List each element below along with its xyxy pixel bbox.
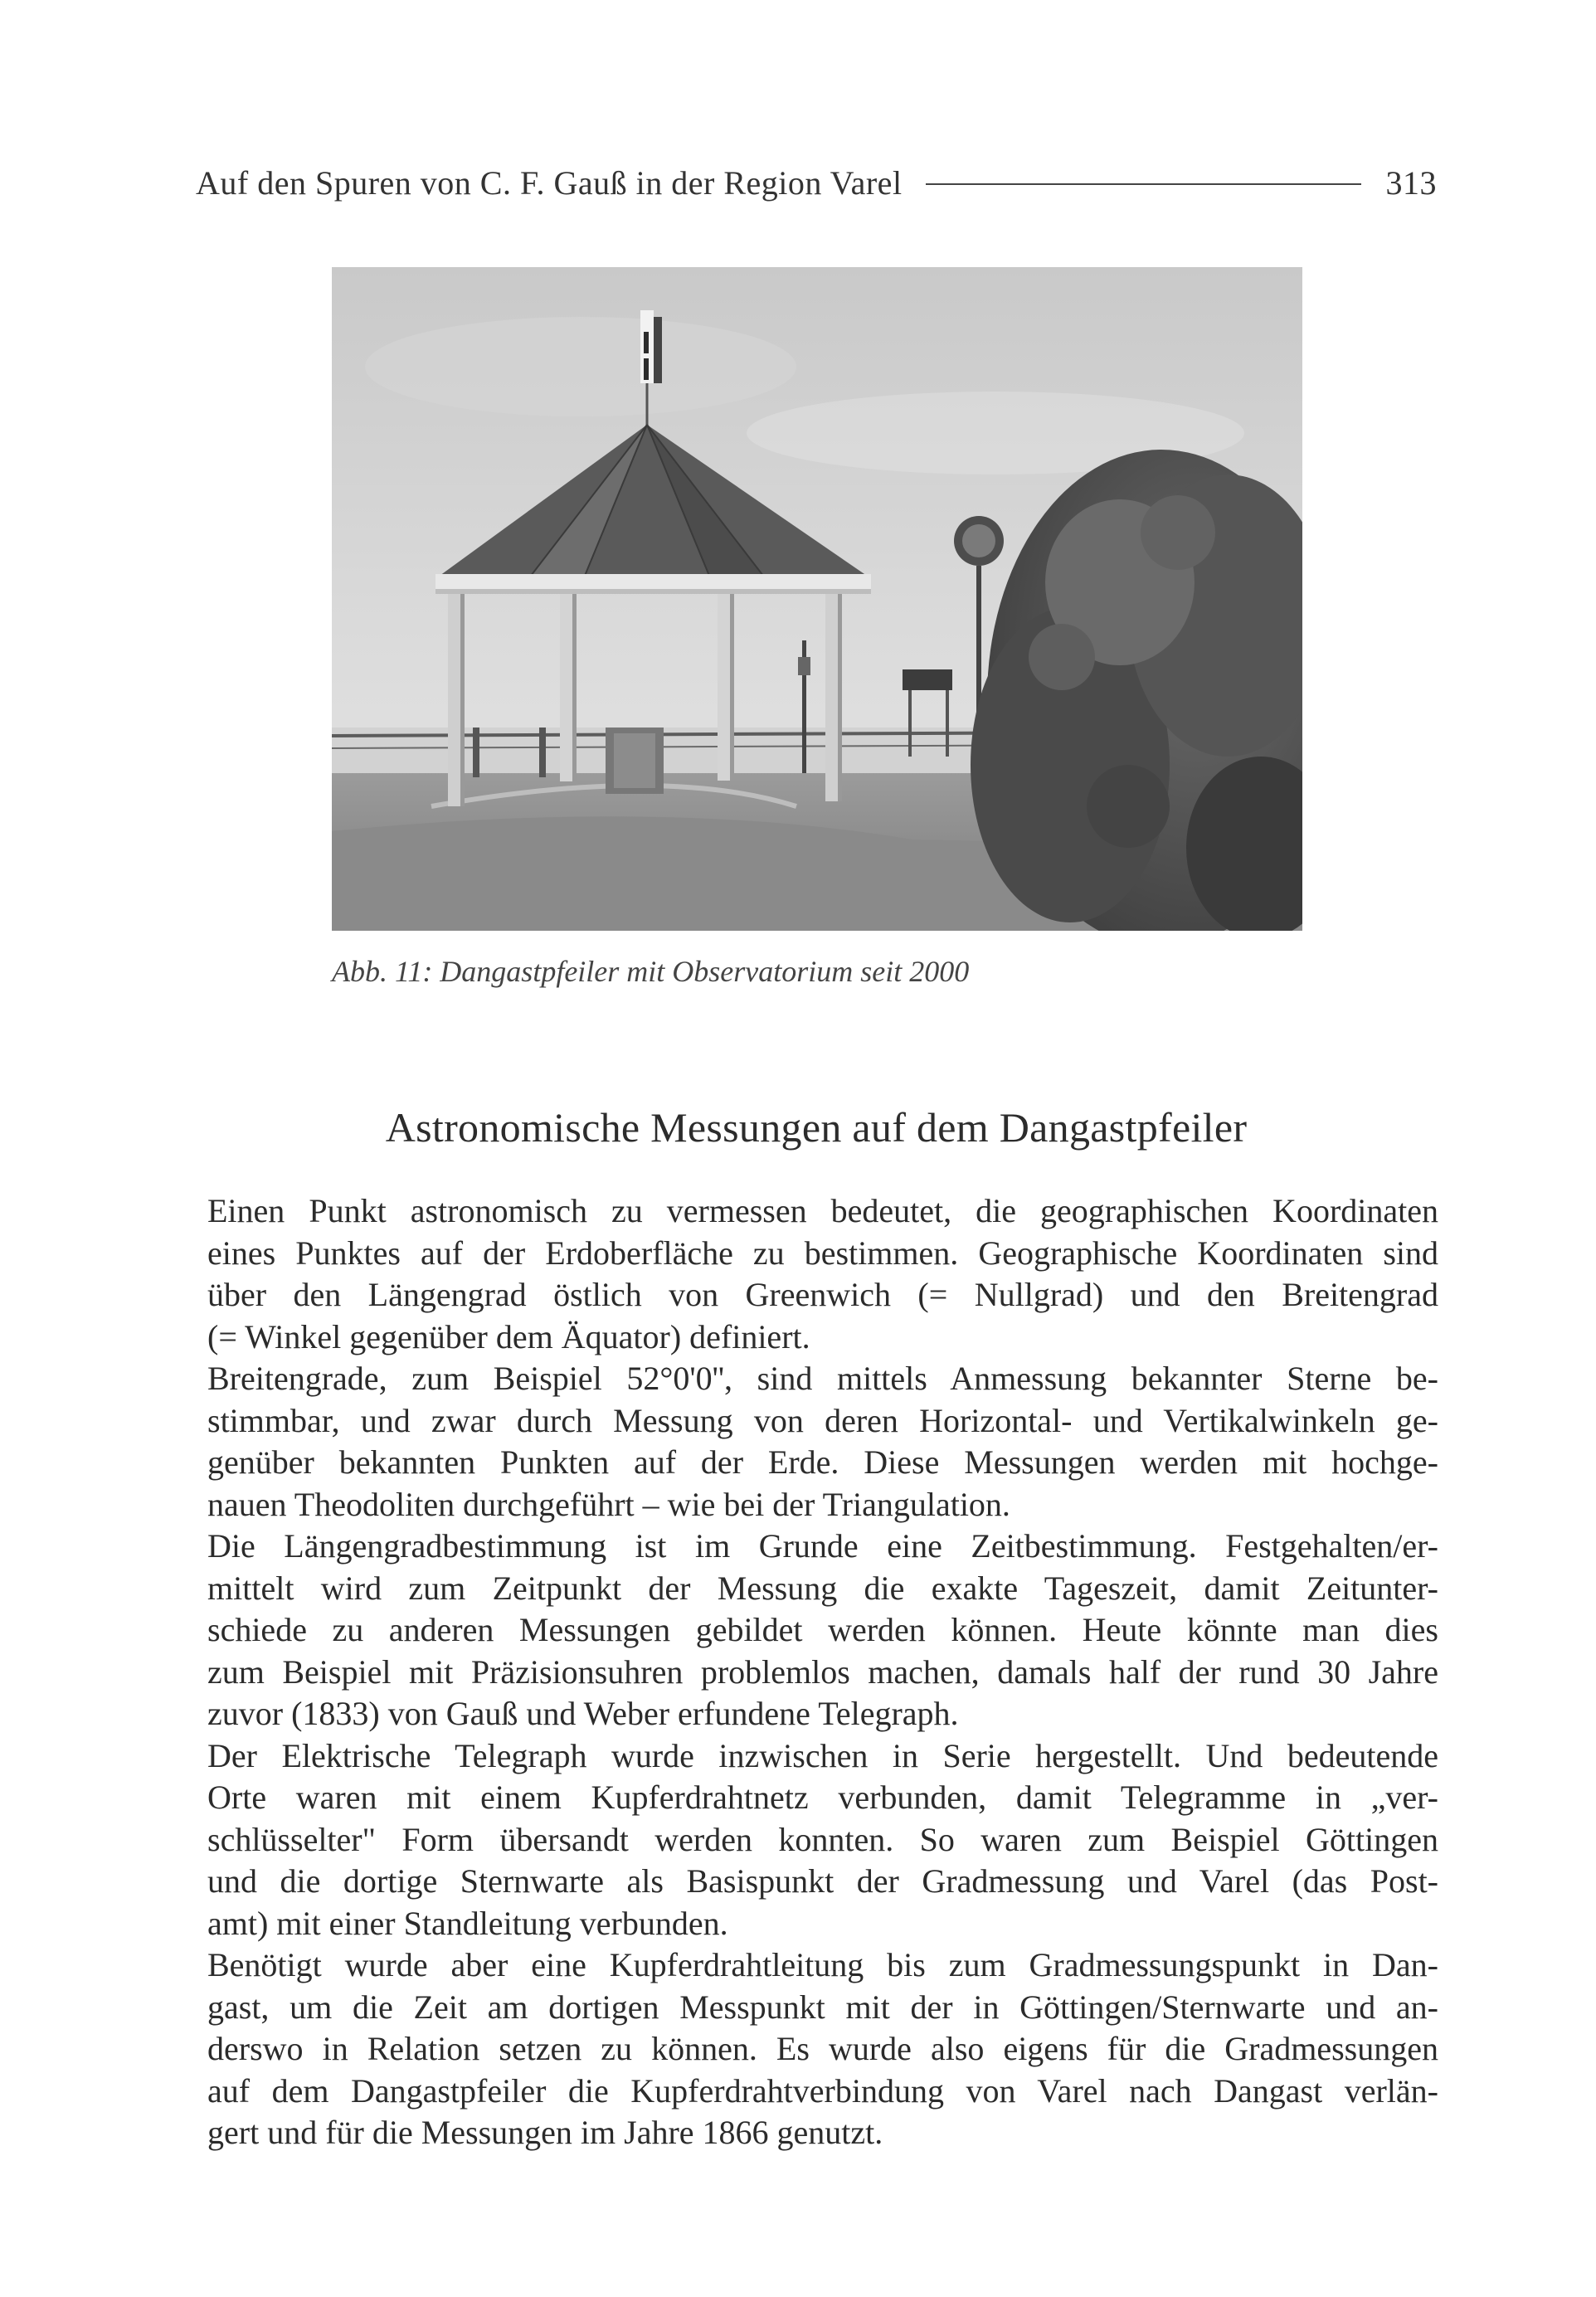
- paragraph: [207, 1526, 1438, 1735]
- text-line: eines Punktes auf der Erdoberfläche zu bestimmen. Geographische Koordinaten sind: [207, 1234, 1438, 1272]
- text-line: Benötigt wurde aber eine Kupferdrahtleitung bis zum Gradmessungspunkt in Dan-: [207, 1946, 1438, 1983]
- header-rule: [926, 183, 1361, 185]
- text-line: mittelt wird zum Zeitpunkt der Messung die exakte Tageszeit, damit Zeitunter-: [207, 1569, 1438, 1607]
- text-line: derswo in Relation setzen zu können. Es wurde also eigens für die Gradmessungen: [207, 2030, 1438, 2067]
- paragraph: [207, 1944, 1438, 2154]
- paragraph: [207, 1358, 1438, 1526]
- body-text: [207, 1190, 1438, 2154]
- paragraph: [207, 1735, 1438, 1945]
- section-heading: Astronomische Messungen auf dem Dangastpfeiler: [385, 1104, 1248, 1151]
- text-line: stimmbar, und zwar durch Messung von deren Horizontal- und Vertikalwinkeln ge-: [207, 1401, 1438, 1439]
- running-title: Auf den Spuren von C. F. Gauß in der Region Varel: [196, 163, 903, 202]
- text-line: über den Längengrad östlich von Greenwich (= Nullgrad) und den Breitengrad: [207, 1276, 1438, 1313]
- text-line: schiede zu anderen Messungen gebildet werden können. Heute könnte man dies: [207, 1611, 1438, 1648]
- observatory-photo: [332, 267, 1302, 931]
- text-line: Orte waren mit einem Kupferdrahtnetz verbunden, damit Telegramme in „ver-: [207, 1779, 1438, 1816]
- figure-caption: Abb. 11: Dangastpfeiler mit Observatorium seit 2000: [332, 955, 970, 988]
- text-line: schlüsselter" Form übersandt werden konnten. So waren zum Beispiel Göttingen: [207, 1820, 1438, 1858]
- text-line: zuvor (1833) von Gauß und Weber erfundene Telegraph.: [207, 1695, 959, 1732]
- text-line: zum Beispiel mit Präzisionsuhren problemlos machen, damals half der rund 30 Jahre: [207, 1652, 1438, 1691]
- paragraph: [207, 1190, 1438, 1358]
- text-line: und die dortige Sternwarte als Basispunkt der Gradmessung und Varel (das Post-: [207, 1862, 1438, 1900]
- text-line: Der Elektrische Telegraph wurde inzwischen in Serie hergestellt. Und bedeutende: [207, 1736, 1438, 1774]
- text-line: genüber bekannten Punkten auf der Erde. Diese Messungen werden mit hochge-: [207, 1443, 1438, 1481]
- text-line: Einen Punkt astronomisch zu vermessen bedeutet, die geographischen Koordinaten: [207, 1192, 1438, 1229]
- running-header: [196, 158, 1437, 207]
- text-line: amt) mit einer Standleitung verbunden.: [207, 1904, 728, 1942]
- text-line: auf dem Dangastpfeiler die Kupferdrahtverbindung von Varel nach Dangast verlän-: [207, 2071, 1438, 2110]
- text-line: (= Winkel gegenüber dem Äquator) definiert.: [207, 1317, 810, 1355]
- page-number: 313: [1385, 163, 1437, 202]
- text-line: Breitengrade, zum Beispiel 52°0'0'', sind mittels Anmessung bekannter Sterne be-: [207, 1360, 1438, 1397]
- text-line: nauen Theodoliten durchgeführt – wie bei der Triangulation.: [207, 1485, 1010, 1523]
- text-line: gert und für die Messungen im Jahre 1866 genutzt.: [207, 2114, 883, 2151]
- text-line: Die Längengradbestimmung ist im Grunde eine Zeitbestimmung. Festgehalten/er-: [207, 1527, 1438, 1565]
- figure-photo: [332, 267, 1302, 931]
- text-line: gast, um die Zeit am dortigen Messpunkt mit der in Göttingen/Sternwarte und an-: [207, 1988, 1438, 2026]
